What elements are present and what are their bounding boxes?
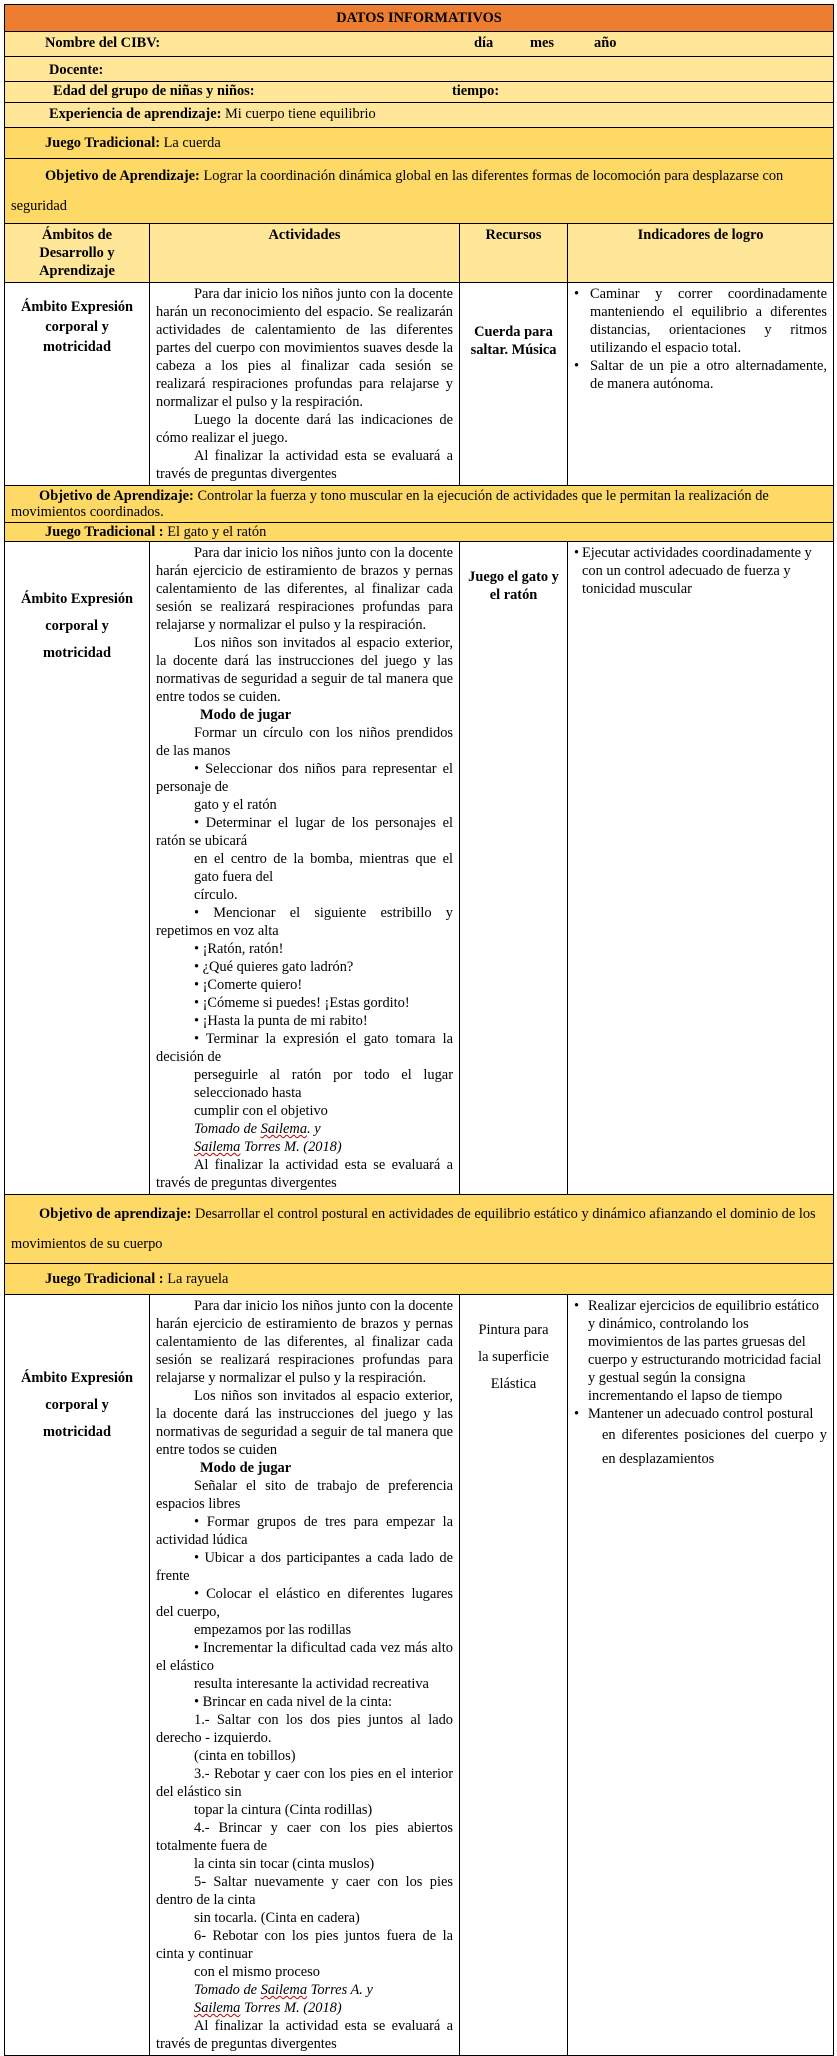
anio-label: año — [594, 35, 617, 51]
s1-ambito: Ámbito Expresión corporal y motricidad — [20, 299, 134, 355]
s2-step-4-cont: perseguirle al ratón por todo el lugar seleccionado hasta — [194, 1067, 453, 1101]
s3-obj-value: Desarrollar el control postural en actividades de equilibrio estático y dinámico afianzando el dominio de los movimientos de su cuerpo — [11, 1206, 816, 1252]
experiencia-value: Mi cuerpo tiene equilibrio — [225, 106, 376, 122]
col-header-ambitos: Ámbitos de Desarrollo y Aprendizaje — [5, 224, 150, 283]
s3-indicador-1: • Realizar ejercicios de equilibrio estático y dinámico, controlando los movimientos de las partes gruesas del cuerpo y estructurando motricidad facial y gestual según la consigna incrementando el lapso de tiempo — [574, 1298, 822, 1404]
s1-ambito-cell — [5, 283, 150, 486]
s3-paragraph-2: Los niños son invitados al espacio exterior, la docente dará las instrucciones del juego y las normativas de seguridad a seguir de tal manera que entre todos se cuiden — [156, 1388, 453, 1458]
s1-act-paragraph-2: Luego la docente dará las indicaciones de cómo realizar el juego. — [156, 412, 453, 446]
s3-level-4-cont: la cinta sin tocar (cinta muslos) — [194, 1856, 375, 1872]
s3-step-3-cont: empezamos por las rodillas — [194, 1622, 352, 1638]
s3-actividades-cell — [150, 1295, 460, 2056]
s1-recurso: Cuerda para saltar. Música — [470, 324, 557, 358]
docente-row — [5, 57, 834, 82]
col-header-recursos: Recursos — [460, 224, 568, 283]
s2-step-1-cont: gato y el ratón — [194, 797, 277, 813]
s3-juego-label: Juego Tradicional : — [45, 1271, 164, 1287]
s3-level-6: 6- Rebotar con los pies juntos fuera de la cinta y continuar — [156, 1928, 453, 1962]
s1-indicador-1: • Caminar y correr coordinadamente manteniendo el equilibrio a diferentes distancias, orientaciones y ritmos utilizando el espacio total. — [574, 286, 827, 356]
s3-paragraph-3: Señalar el sito de trabajo de preferencia espacios libres — [156, 1478, 453, 1512]
col-header-actividades: Actividades — [150, 224, 460, 283]
s2-modo-heading: Modo de jugar — [200, 707, 292, 723]
s2-indicadores-cell — [568, 542, 834, 1195]
s3-paragraph-1: Para dar inicio los niños junto con la docente harán ejercicio de estiramiento de brazos y pernas calentamiento de las diferentes, al finalizar cada sesión se realizará respiraciones profundas para relajarse y normalizar el pulso y la respiración. — [156, 1298, 453, 1386]
s3-step-2: • Ubicar a dos participantes a cada lado de frente — [156, 1550, 453, 1584]
s3-level-3-cont: topar la cintura (Cinta rodillas) — [194, 1802, 373, 1818]
s2-juego-value: El gato y el ratón — [167, 524, 267, 540]
s1-act-paragraph-1: Para dar inicio los niños junto con la docente harán un reconocimiento del espacio. Se realizarán actividades de calentamiento de las diferentes partes del cuerpo con movimientos suaves desde la cabeza a los pies al finalizar cada sesión se realizará respiraciones profundas para relajarse y normalizar el pulso y la respiración. — [156, 286, 453, 410]
s2-ambito: Ámbito Expresión corporal y motricidad — [20, 591, 134, 661]
s2-citation-2: Sailema Torres M. (2018) — [194, 1139, 342, 1155]
s3-modo-heading: Modo de jugar — [200, 1460, 292, 1476]
s3-objetivo-row — [5, 1195, 834, 1264]
experiencia-row — [5, 103, 834, 128]
s2-recurso: Juego el gato y el ratón — [468, 569, 559, 603]
s3-step-5: • Brincar en cada nivel de la cinta: — [194, 1694, 393, 1710]
s2-juego-row — [5, 523, 834, 542]
s3-level-5-cont: sin tocarla. (Cinta en cadera) — [194, 1910, 360, 1926]
s2-verse-5: • ¡Hasta la punta de mi rabito! — [194, 1013, 368, 1029]
s2-paragraph-1: Para dar inicio los niños junto con la docente harán ejercicio de estiramiento de brazos y pernas calentamiento de las diferentes, al finalizar cada sesión se realizará respiraciones profundas para relajarse y normalizar el pulso y la respiración. — [156, 545, 453, 633]
s1-juego-value: La cuerda — [163, 135, 221, 151]
s3-level-1: 1.- Saltar con los dos pies juntos al lado derecho - izquierdo. — [156, 1712, 453, 1746]
s2-indicador-1: • Ejecutar actividades coordinadamente y con un control adecuado de fuerza y tonicidad muscular — [574, 545, 812, 597]
s2-actividades-cell — [150, 542, 460, 1195]
tiempo-label: tiempo: — [452, 83, 500, 99]
s2-citation-1: Tomado de Sailema. y — [194, 1121, 321, 1137]
s2-step-2-cont: en el centro de la bomba, mientras que el gato fuera del — [194, 851, 453, 885]
s3-juego-row — [5, 1264, 834, 1295]
s2-closing: Al finalizar la actividad esta se evaluará a través de preguntas divergentes — [156, 1157, 453, 1191]
s3-level-1-cont: (cinta en tobillos) — [194, 1748, 296, 1764]
s1-indicador-2: • Saltar de un pie a otro alternadamente, de manera autónoma. — [574, 358, 827, 392]
cibv-row — [5, 32, 834, 57]
s3-ambito: Ámbito Expresión corporal y motricidad — [20, 1370, 134, 1440]
s1-recursos-cell — [460, 283, 568, 486]
s3-indicador-2-cont: en diferentes posiciones del cuerpo y en desplazamientos — [602, 1427, 827, 1467]
edad-row — [5, 82, 834, 103]
s2-step-2: • Determinar el lugar de los personajes el ratón se ubicará — [156, 815, 453, 849]
s3-recursos-cell — [460, 1295, 568, 2056]
s2-ambito-cell — [5, 542, 150, 1195]
s3-obj-label: Objetivo de aprendizaje: — [39, 1206, 192, 1222]
s3-step-4: • Incrementar la dificultad cada vez más alto el elástico — [156, 1640, 453, 1674]
s1-indicadores-cell — [568, 283, 834, 486]
s1-juego-row — [5, 128, 834, 159]
s1-actividades-cell — [150, 283, 460, 486]
s2-verse-2: • ¿Qué quieres gato ladrón? — [194, 959, 354, 975]
s2-step-2-cont2: círculo. — [194, 887, 238, 903]
docente-label: Docente: — [49, 62, 104, 78]
s3-indicadores-cell — [568, 1295, 834, 2056]
dia-label: día — [474, 35, 494, 51]
edad-label: Edad del grupo de niñas y niños: — [53, 83, 255, 99]
s1-obj-label: Objetivo de Aprendizaje: — [45, 168, 200, 184]
s2-verse-4: • ¡Cómeme si puedes! ¡Estas gordito! — [194, 995, 410, 1011]
experiencia-label: Experiencia de aprendizaje: — [49, 106, 222, 122]
s2-paragraph-3: Formar un círculo con los niños prendidos de las manos — [156, 725, 453, 759]
s2-step-4: • Terminar la expresión el gato tomara la decisión de — [156, 1031, 453, 1065]
s3-citation-1: Tomado de Sailema Torres A. y — [194, 1982, 373, 1998]
s2-juego-label: Juego Tradicional : — [45, 524, 164, 540]
s3-level-3: 3.- Rebotar y caer con los pies en el interior del elástico sin — [156, 1766, 453, 1800]
s2-recursos-cell — [460, 542, 568, 1195]
s3-level-5: 5- Saltar nuevamente y caer con los pies dentro de la cinta — [156, 1874, 453, 1908]
cibv-label: Nombre del CIBV: — [45, 35, 161, 51]
s2-obj-value: Controlar la fuerza y tono muscular en la ejecución de actividades que le permitan la realización de movimientos coordinados. — [11, 488, 769, 520]
s3-step-3: • Colocar el elástico en diferentes lugares del cuerpo, — [156, 1586, 453, 1620]
col-header-indicadores: Indicadores de logro — [568, 224, 834, 283]
s3-indicador-2: • Mantener un adecuado control postural — [574, 1406, 814, 1422]
s1-juego-label: Juego Tradicional: — [45, 135, 160, 151]
s1-obj-value: Lograr la coordinación dinámica global en las diferentes formas de locomoción para desplazarse con seguridad — [11, 168, 784, 214]
s3-recurso: Pintura para la superficie Elástica — [478, 1322, 549, 1392]
s3-step-4-cont: resulta interesante la actividad recreativa — [194, 1676, 429, 1692]
s3-level-6-cont: con el mismo proceso — [194, 1964, 320, 1980]
s2-objetivo-row — [5, 486, 834, 523]
s2-paragraph-2: Los niños son invitados al espacio exterior, la docente dará las instrucciones del juego y las normativas de seguridad a seguir de tal manera que entre todos se cuiden. — [156, 635, 453, 705]
s2-step-4-cont2: cumplir con el objetivo — [194, 1103, 328, 1119]
s3-citation-2: Sailema Torres M. (2018) — [194, 2000, 342, 2016]
s3-juego-value: La rayuela — [167, 1271, 229, 1287]
table-title: DATOS INFORMATIVOS — [5, 5, 834, 32]
planning-document — [4, 4, 833, 2056]
s3-closing: Al finalizar la actividad esta se evaluará a través de preguntas divergentes — [156, 2018, 453, 2052]
s2-verse-3: • ¡Comerte quiero! — [194, 977, 303, 993]
mes-label: mes — [530, 35, 554, 51]
s3-ambito-cell — [5, 1295, 150, 2056]
s1-objetivo-row — [5, 159, 834, 224]
s2-step-1: • Seleccionar dos niños para representar el personaje de — [156, 761, 453, 795]
s3-level-4: 4.- Brincar y caer con los pies abiertos totalmente fuera de — [156, 1820, 453, 1854]
s3-step-1: • Formar grupos de tres para empezar la actividad lúdica — [156, 1514, 453, 1548]
planning-table — [4, 4, 834, 2056]
s1-act-paragraph-3: Al finalizar la actividad esta se evaluará a través de preguntas divergentes — [156, 448, 453, 482]
s2-step-3: • Mencionar el siguiente estribillo y repetimos en voz alta — [156, 905, 453, 939]
s2-obj-label: Objetivo de Aprendizaje: — [39, 488, 194, 504]
s2-verse-1: • ¡Ratón, ratón! — [194, 941, 284, 957]
